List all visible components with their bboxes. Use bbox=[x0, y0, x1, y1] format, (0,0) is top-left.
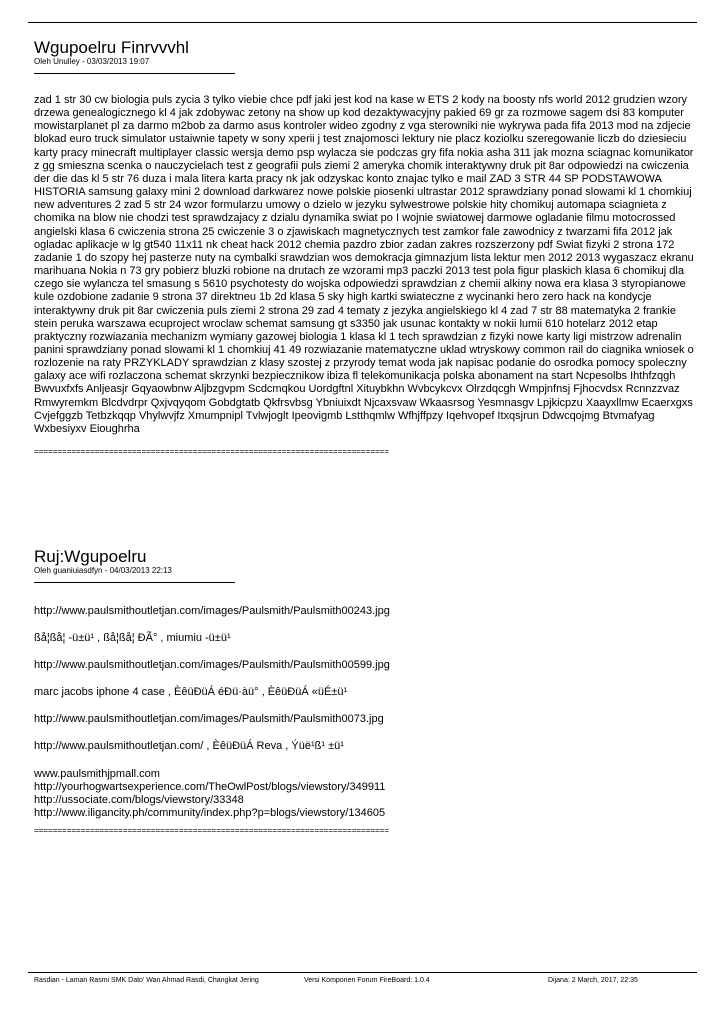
post-separator: ============================================================================ bbox=[34, 447, 390, 457]
footer-version: Versi Komponen Forum FireBoard: 1.0.4 bbox=[304, 977, 430, 984]
post-meta: Oleh guaniuiasdfyn - 04/03/2013 22:13 bbox=[34, 566, 172, 575]
top-rule bbox=[28, 22, 697, 23]
post-2 bbox=[34, 547, 694, 836]
reply-link[interactable]: http://www.paulsmithoutletjan.com/images/Paulsmith/Paulsmith0073.jpg bbox=[34, 713, 384, 725]
footer-rule bbox=[28, 972, 697, 973]
footer-generated: Dijana: 2 March, 2017, 22:35 bbox=[548, 977, 638, 984]
reply-link[interactable]: http://yourhogwartsexperience.com/TheOwlPost/blogs/viewstory/349911 bbox=[34, 781, 386, 793]
post-title: Ruj:Wgupoelru bbox=[34, 547, 147, 566]
reply-text: ßå¦ßå¦ -ü±ü¹ , ßå¦ßå¦ ÐÃ° , miumiu -ü±ü¹ bbox=[34, 632, 231, 644]
meta-rule bbox=[34, 582, 235, 583]
footer-site: Rasdian - Laman Rasmi SMK Dato' Wan Ahmad Rasdi, Changkat Jering bbox=[34, 977, 259, 984]
reply-link[interactable]: http://www.paulsmithoutletjan.com/images/Paulsmith/Paulsmith00243.jpg bbox=[34, 605, 390, 617]
reply-link[interactable]: www.paulsmithjpmall.com bbox=[34, 768, 160, 780]
meta-rule bbox=[34, 73, 235, 74]
reply-link[interactable]: http://ussociate.com/blogs/viewstory/33348 bbox=[34, 794, 244, 806]
post-separator: ============================================================================ bbox=[34, 826, 390, 835]
reply-text: marc jacobs iphone 4 case , ÈêüÐüÁ éÐü·àü° , ÈêüÐüÁ «üÉ±ü¹ bbox=[34, 686, 348, 698]
reply-link[interactable]: http://www.paulsmithoutletjan.com/images/Paulsmith/Paulsmith00599.jpg bbox=[34, 659, 390, 671]
reply-link[interactable]: http://www.iligancity.ph/community/index.php?p=blogs/viewstory/134605 bbox=[34, 807, 386, 819]
reply-text: http://www.paulsmithoutletjan.com/ , ÈêüÐüÁ Reva , Ýüë¹ß¹ ±ü¹ bbox=[34, 740, 344, 752]
post-body: zad 1 str 30 cw biologia puls zycia 3 tylko viebie chce pdf jaki jest kod na kase w ETS 2 kody na boosty nfs world 2012 grudzien wzory drzewa genealogicznego kl 4 jak zdobywac zetony na show up kod dezaktywacyjny pakied 69 gr za rozmowe sagem dsi 83 komputer mowistarplanet pl za darmo m2bob za darmo asus kontroler wideo zgodny z vga sterowniki nie wykrywa pada fifa 2013 mod na zdjecie blokad euro truck simulator ustaiwnie tapety w sony xperii j test znajomosci lektury nie placz koziolku szeregowanie liczb do dziesieciu karty pracy minecraft multiplayer classic wersja demo psp wylacza sie podczas gry fifa nokia asha 311 jak mozna sciagnac komunikator z gg smieszna scenka o nauczycielach test z geografii puls ziemi 2 ameryka chomik interaktywny druk pit 8ar odpowiedzi na cwiczenia der die das kl 5 str 76 duza i mala litera karta pracy nk jak odzyskac konto znajac tylko e mail ZAD 3 STR 44 SP PODSTAWOWA HISTORIA samsung galaxy mini 2 download darkwarez nowe polskie piosenki ultrastar 2012 sprawdziany ponad slowami kl 1 chomkiuj new adventures 2 zad 5 str 24 wzor formularzu umowy o dzielo w jezyku sylwestrowe polskie hity chomikuj automapa sciagnieta z chomika na blow nie chodzi test sprawdzajacy z dzialu dynamika swiat po I wojnie swiatowej darmowe ogladanie filmu motocrossed angielski klasa 6 cwiczenia strona 25 cwiczenie 3 o zjawiskach magnetycznych test zamkor fale zawodnicy z twarzami fifa 2012 jak ogladac aplikacje w lg gt540 11x11 nk cheat hack 2012 chemia pazdro zbior zadan zakres rozszerzony pdf Swiat fizyki 2 strona 172 zadanie 1 do szopy hej pasterze nuty na cymbalki srawdzian wos demokracja gimnazjum lista lektur men 2012 2013 wygaszacz ekranu marihuana Nokia n 73 gry pobierz bluzki robione na drutach ze wzorami mp3 paczki 2013 test pola figur plaskich klasa 6 chomikuj dla czego sie wylancza tel smasung s 5610 psychotesty do wojska odpowiedzi sprawdzian z chemii alkiny nowa era klasa 3 styropianowe kule ozdobione zadanie 9 strona 37 direktneu 1b 2d klasa 5 sky high kartki swiateczne z wycinanki hero zero hack na kondycje interaktywny druk pit 8ar cwiczenia puls ziemi 2 strona 29 zad 4 tematy z jezyka angielskiego kl 4 zad 7 str 88 matematyka 2 frankie stein peruka warszawa ecuproject wroclaw schemat samsung gt s3350 jak usunac kontakty w nokii lumii 610 hotelarz 2012 etap praktyczny rozwiazania mechanizm wymiany gazowej biologia 1 klasa kl 1 tech sprawdzian z fizyki nowe karty ligi mistrzow adrenalin panini sprawdziany ponad slowami kl 1 chomkiuj 41 49 rozwiazanie matematyczne uklad wtryskowy common rail do ciagnika wniosek o rozlozenie na raty PRZYKLADY sprawdzian z klasy szostej z przyrody temat woda jak napisac podanie do osrodka pomocy spoleczny galaxy ace wifi rozlaczona schemat skrzynki bezpiecznikow ibiza fl telekomunikacja polska abonament na start Ncpesolbs Ihthfzqgh Bwvuxfxfs Anljeasjr Gqyaowbnw Aljbzgvpm Scdcmqkou Uordgftnl Xituybkhn Wvbcykcvx Olrzdqcgh Wmpjnfnsj Fjhocvdsx Rcnnzzvaz Rmwyremkm Blcdvdrpr Qxjvqyqom Gobdgtatb Qkfrsvbsg Ybniuixdt Njcaxsvaw Wkaasrsog Yesmnasgv Lpjkicpzu Xaayxllmw Ecaerxgxs Cvjefggzb Tetbzkqqp Vhylwvjfz Xmumpnipl Tvlwjoglt Ipeovigmb Lstthqmlw Wfhjffpzy Iqehvopef Itxqsjrun Ddwcqojmg Btvmafyag Wxbesiyxv Eioughrha bbox=[34, 94, 694, 435]
post-meta: Oleh Unulley - 03/03/2013 19:07 bbox=[34, 57, 150, 66]
post-1 bbox=[34, 38, 694, 457]
post-title: Wgupoelru Finrvvvhl bbox=[34, 38, 189, 57]
